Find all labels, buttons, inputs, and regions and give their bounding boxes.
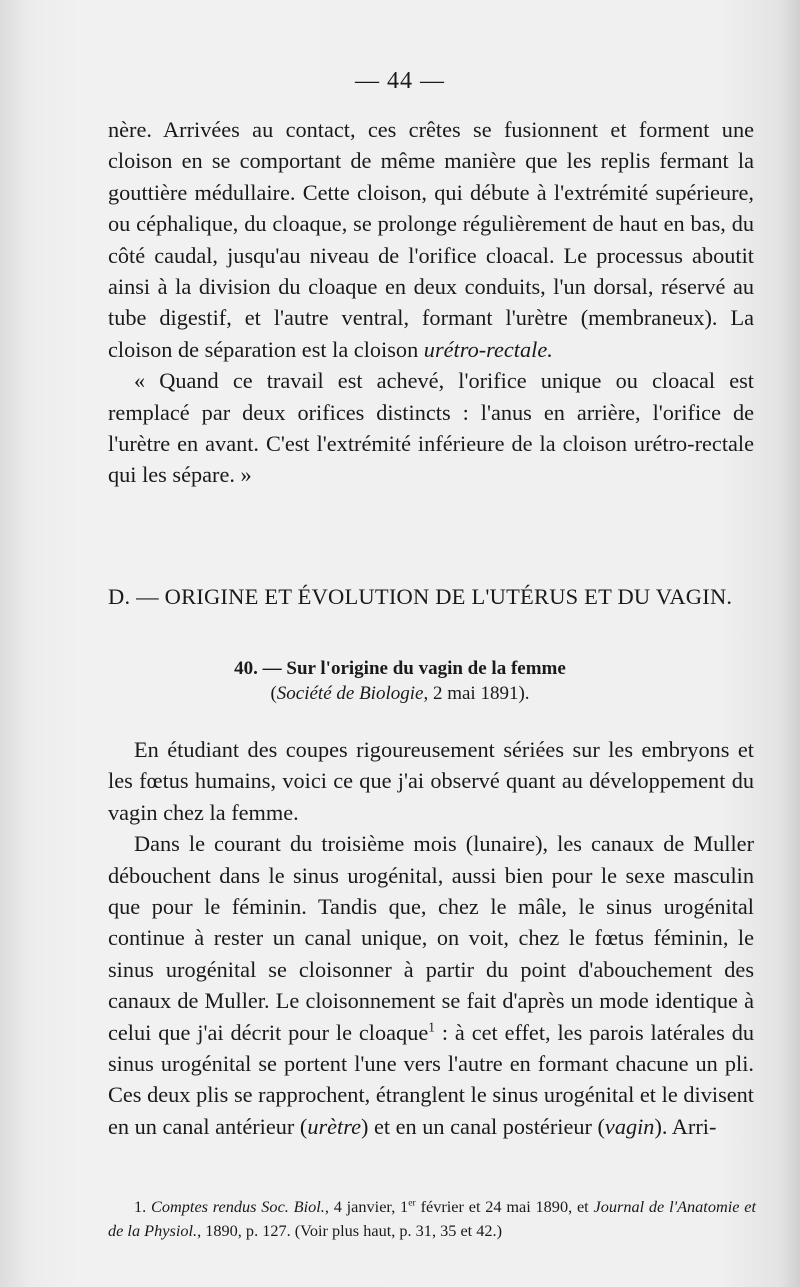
intro-text: [108, 114, 754, 491]
paragraph: [108, 114, 754, 365]
italic-term: urètre: [307, 1113, 361, 1139]
source-paren: (: [270, 683, 277, 704]
footnote-text-part: février et 24 mai 1890, et: [415, 1197, 594, 1216]
page-number: — 44 —: [355, 68, 445, 94]
section-heading: D. — ORIGINE ET ÉVOLUTION DE L'UTÉRUS ET DU VAGIN.: [108, 584, 733, 609]
article-source: [0, 683, 800, 705]
footnote: [108, 1195, 756, 1243]
italic-term: vagin: [604, 1113, 655, 1139]
source-journal: Société de Biologie: [276, 683, 424, 704]
paragraph-text: ). Arri-: [654, 1113, 717, 1139]
article-title: 40. — Sur l'origine du vagin de la femme: [234, 658, 566, 679]
footnote-text: [108, 1195, 756, 1243]
article-body: [108, 734, 754, 1142]
footnote-ref: 1: [428, 1019, 435, 1035]
footnote-text-part: , 4 janvier, 1: [324, 1197, 409, 1216]
paragraph-text: : à cet effet, les parois latérales du sinus urogénital se portent l'une vers l'autre en formant chacune un pli. Ces deux plis se rapprochent, étranglent le sinus urogénital et le divisent en un canal antérieur (: [108, 1019, 755, 1139]
italic-term: urétro-rectale.: [423, 336, 553, 362]
paragraph-text: Dans le courant du troisième mois (lunaire), les canaux de Muller débouchent dans le sinus urogénital, aussi bien pour le sexe masculin que pour le féminin. Tandis que, chez le mâle, le sinus urogénital continue à rester un canal unique, on voit, chez le fœtus féminin, le sinus urogénital se cloisonner à partir du point d'abouchement des canaux de Muller. Le cloisonnement se fait d'après un mode identique à celui que j'ai décrit pour le cloaque: [108, 831, 754, 1045]
footnote-number: 1.: [134, 1197, 147, 1216]
footnote-sup: er: [408, 1197, 416, 1209]
paragraph-text: nère. Arrivées au contact, ces crêtes se fusionnent et forment une cloison en se comportant de même manière que les replis fermant la gouttière médullaire. Cette cloison, qui débute à l'extrémité supérieure, ou céphalique, du cloaque, se prolonge régulièrement de haut en bas, du côté caudal, jusqu'au niveau de l'orifice cloacal. Le processus aboutit ainsi à la division du cloaque en deux conduits, l'un dorsal, réservé au tube digestif, et l'autre ventral, formant l'urètre (membraneux). La cloison de séparation est la cloison: [108, 117, 754, 362]
paragraph: « Quand ce travail est achevé, l'orifice unique ou cloacal est remplacé par deux orifices distincts : l'anus en arrière, l'orifice de l'urètre en avant. C'est l'extrémité inférieure de la cloison urétro-rectale qui les sépare. »: [108, 368, 754, 488]
footnote-italic: Comptes rendus Soc. Biol.: [151, 1197, 325, 1216]
paragraph: En étudiant des coupes rigoureusement sériées sur les embryons et les fœtus humains, voici ce que j'ai observé quant au développement du vagin chez la femme.: [108, 737, 754, 825]
paragraph-text: ) et en un canal postérieur (: [361, 1113, 605, 1139]
source-date: , 2 mai 1891).: [423, 683, 530, 704]
footnote-text-part: , 1890, p. 127. (Voir plus haut, p. 31, 35 et 42.): [197, 1221, 503, 1240]
paragraph: [108, 828, 754, 1142]
footnote-italic: Journal de l'Anatomie et de la Physiol.: [108, 1197, 757, 1240]
